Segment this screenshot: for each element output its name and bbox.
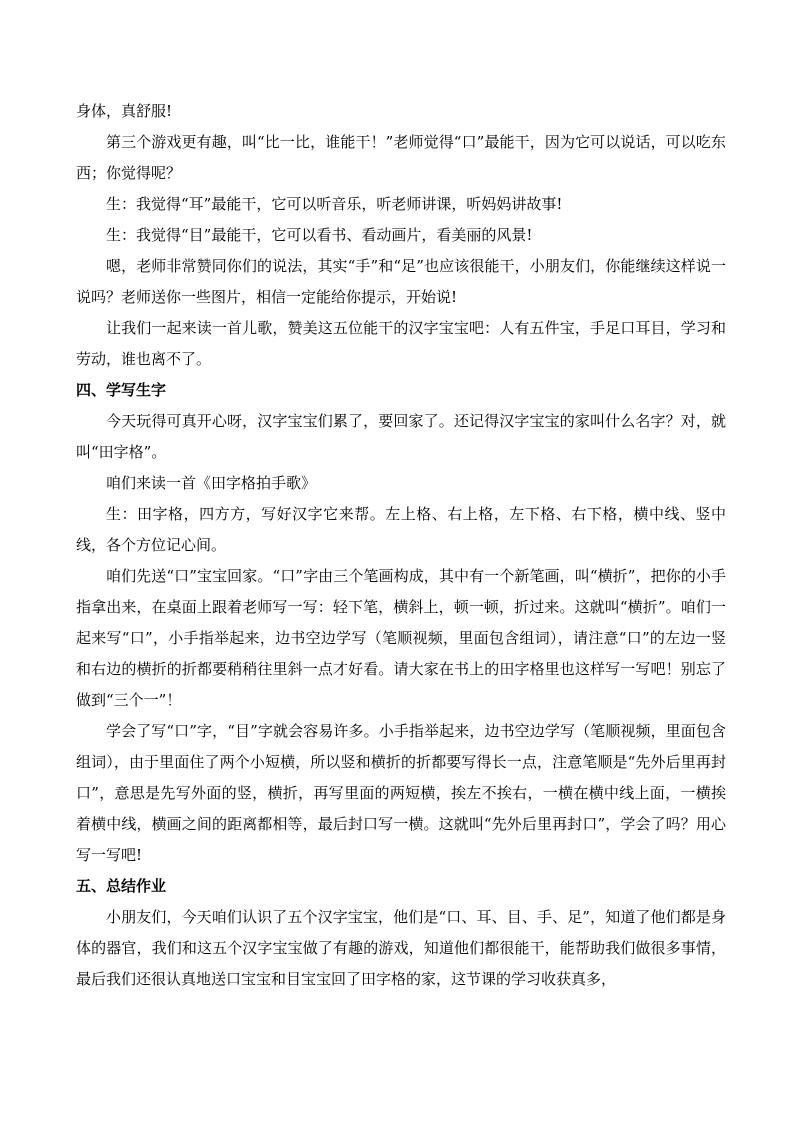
paragraph: 第三个游戏更有趣，叫“比一比，谁能干！”老师觉得“口”最能干，因为它可以说话，可以吃东西；你觉得呢？ [76,133,726,182]
paragraph: 身体，真舒服! [76,102,173,120]
paragraph: 咱们先送“口”宝宝回家。“口”字由三个笔画构成，其中有一个新笔画，叫“横折”，把你的小手指拿出来，在桌面上跟着老师写一写：轻下笔，横斜上，顿一顿，折过来。这就叫“横折”。咱们一起来写“口”，小手指举起来，边书空边学写（笔顺视频，里面包含组词），请注意“口”的左边一竖和右边的横折的折都要稍稍往里斜一点才好看。请大家在书上的田字格里也这样写一写吧！别忘了做到“三个一”！ [76,567,726,709]
paragraph: 生：我觉得“目”最能干，它可以看书、看动画片，看美丽的风景! [106,226,533,244]
paragraph: 学会了写“口”字，“目”字就会容易许多。小手指举起来，边书空边学写（笔顺视频，里面包含组词），由于里面住了两个小短横，所以竖和横折的折都要写得长一点，注意笔顺是“先外后里再封口”，意思是先写外面的竖，横折，再写里面的两短横，挨左不挨右，一横在横中线上面，一横挨着横中线，横画之间的距离都相等，最后封口写一横。这就叫“先外后里再封口”，学会了吗？用心写一写吧! [76,722,726,864]
document-body [76,96,726,995]
paragraph: 小朋友们，今天咱们认识了五个汉字宝宝，他们是“口、耳、目、手、足”，知道了他们都是身体的器官，我们和这五个汉字宝宝做了有趣的游戏，知道他们都很能干，能帮助我们做很多事情，最后我们还很认真地送口宝宝和目宝宝回了田字格的家，这节课的学习收获真多， [76,908,726,988]
paragraph: 咱们来读一首《田字格拍手歌》 [106,474,317,492]
section-heading: 五、总结作业 [76,877,167,895]
paragraph: 今天玩得可真开心呀，汉字宝宝们累了，要回家了。还记得汉字宝宝的家叫什么名字？对，就叫“田字格”。 [76,412,726,461]
paragraph: 嗯，老师非常赞同你们的说法，其实“手”和“足”也应该很能干，小朋友们，你能继续这样说一说吗？老师送你一些图片，相信一定能给你提示，开始说! [76,257,726,306]
paragraph: 让我们一起来读一首儿歌，赞美这五位能干的汉字宝宝吧：人有五件宝，手足口耳目，学习和劳动，谁也离不了。 [76,319,726,368]
paragraph: 生：我觉得“耳”最能干，它可以听音乐，听老师讲课，听妈妈讲故事! [106,195,563,213]
section-heading: 四、学写生字 [76,381,167,399]
paragraph: 生：田字格，四方方，写好汉字它来帮。左上格、右上格，左下格、右下格，横中线、竖中线，各个方位记心间。 [76,505,726,554]
